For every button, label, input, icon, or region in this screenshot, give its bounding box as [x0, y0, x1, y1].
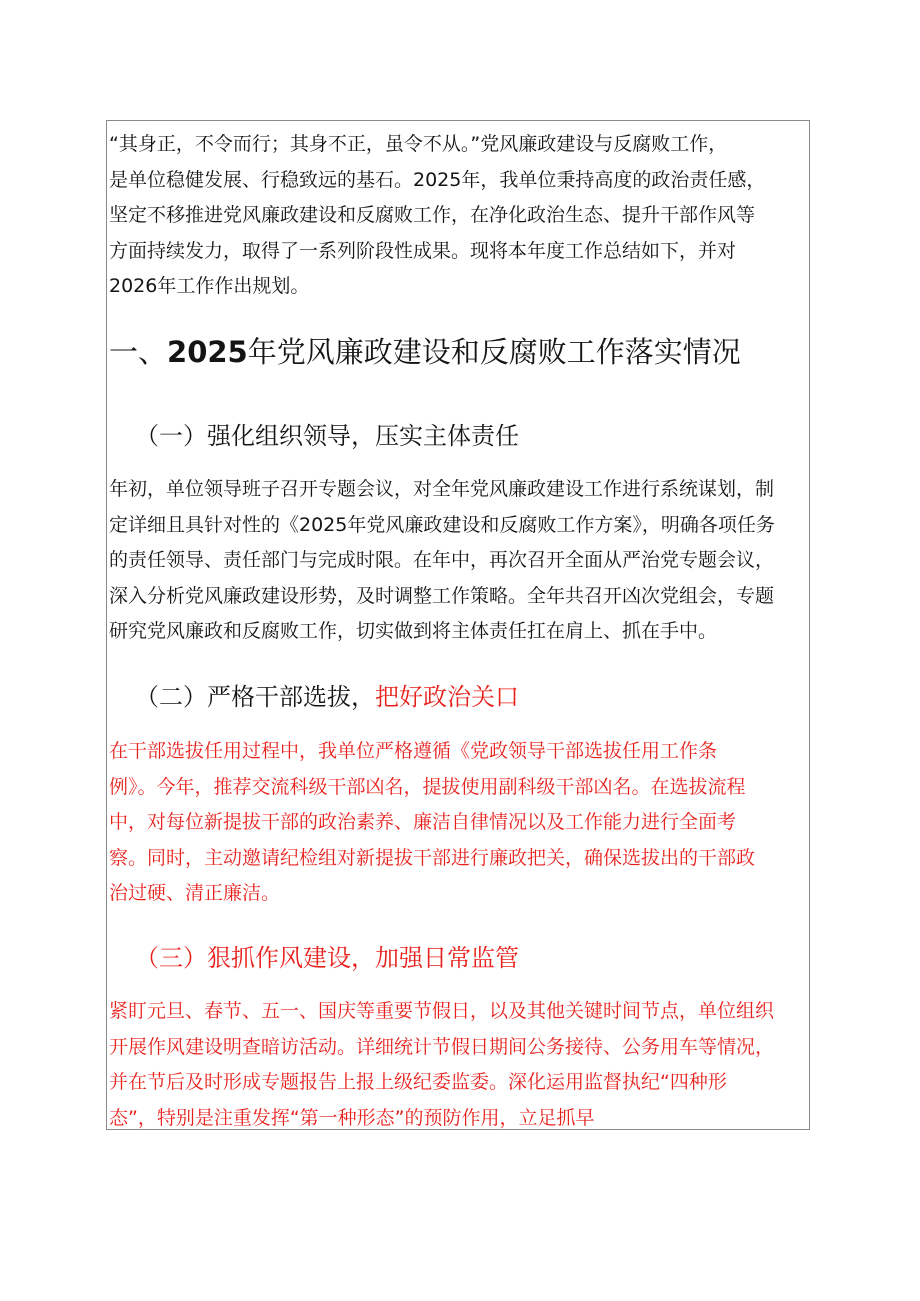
text-line: 坚定不移推进党风廉政建设和反腐败工作，在净化政治生态、提升干部作风等: [109, 204, 756, 226]
section-title-rest: 年党风廉政建设和反腐败工作落实情况: [247, 335, 741, 369]
subsection-heading-1: （一）强化组织领导，压实主体责任: [135, 422, 519, 450]
section-heading: [109, 330, 741, 374]
text-line: 察。同时，主动邀请纪检组对新提拔干部进行廉政把关，确保选拔出的干部政: [109, 846, 756, 869]
subsection-heading-2: [135, 679, 519, 715]
text-line: 是单位稳健发展、行稳致远的基石。2025年，我单位秉持高度的政治责任感，: [109, 168, 766, 191]
text-line: 治过硬、清正廉洁。: [109, 882, 281, 904]
section-prefix: 一、: [109, 335, 168, 369]
text-line: 态”，特别是注重发挥“第一种形态”的预防作用，立足抓早: [109, 1106, 595, 1129]
text-line: 开展作风建设明查暗访活动。详细统计节假日期间公务接待、公务用车等情况，: [109, 1035, 775, 1058]
subsection-3-paragraph: [109, 994, 809, 1136]
text-line: 的责任领导、责任部门与完成时限。在年中，再次召开全面从严治党专题会议，: [109, 549, 775, 571]
text-line: 研究党风廉政和反腐败工作，切实做到将主体责任扛在肩上、抓在手中。: [109, 620, 718, 642]
text-line: 年初，单位领导班子召开专题会议，对全年党风廉政建设工作进行系统谋划，制: [109, 478, 775, 500]
text-line: 并在节后及时形成专题报告上报上级纪委监委。深化运用监督执纪“四种形: [109, 1071, 727, 1093]
text-line: “其身正，不令而行；其身不正，虽令不从。”党风廉政建设与反腐败工作，: [109, 133, 728, 155]
text-line: 方面持续发力，取得了一系列阶段性成果。现将本年度工作总结如下，并对: [109, 239, 737, 262]
text-line: 例》。今年，推荐交流科级干部凶名，提拔使用副科级干部凶名。在选拔流程: [109, 775, 746, 798]
heading-black-part: （二）严格干部选拔，: [135, 683, 375, 711]
text-line: 紧盯元旦、春节、五一、国庆等重要节假日，以及其他关键时间节点，单位组织: [109, 1000, 775, 1022]
subsection-1-paragraph: [109, 472, 809, 650]
text-line: 中，对每位新提拔干部的政治素养、廉洁自律情况以及工作能力进行全面考: [109, 811, 737, 833]
text-line: 在干部选拔任用过程中，我单位严格遵循《党政领导干部选拔任用工作条: [109, 740, 718, 762]
subsection-2-paragraph: [109, 734, 809, 912]
subsection-heading-3: （三）狠抓作风建设，加强日常监管: [135, 944, 519, 972]
heading-red-part: 把好政治关口: [375, 683, 519, 711]
intro-paragraph: [109, 127, 809, 305]
text-line: 定详细且具针对性的《2025年党风廉政建设和反腐败工作方案》，明确各项任务: [109, 513, 775, 536]
text-line: 2026年工作作出规划。: [109, 275, 310, 297]
section-year: 2025: [167, 335, 248, 369]
text-line: 深入分析党风廉政建设形势，及时调整工作策略。全年共召开凶次党组会，专题: [109, 584, 775, 607]
